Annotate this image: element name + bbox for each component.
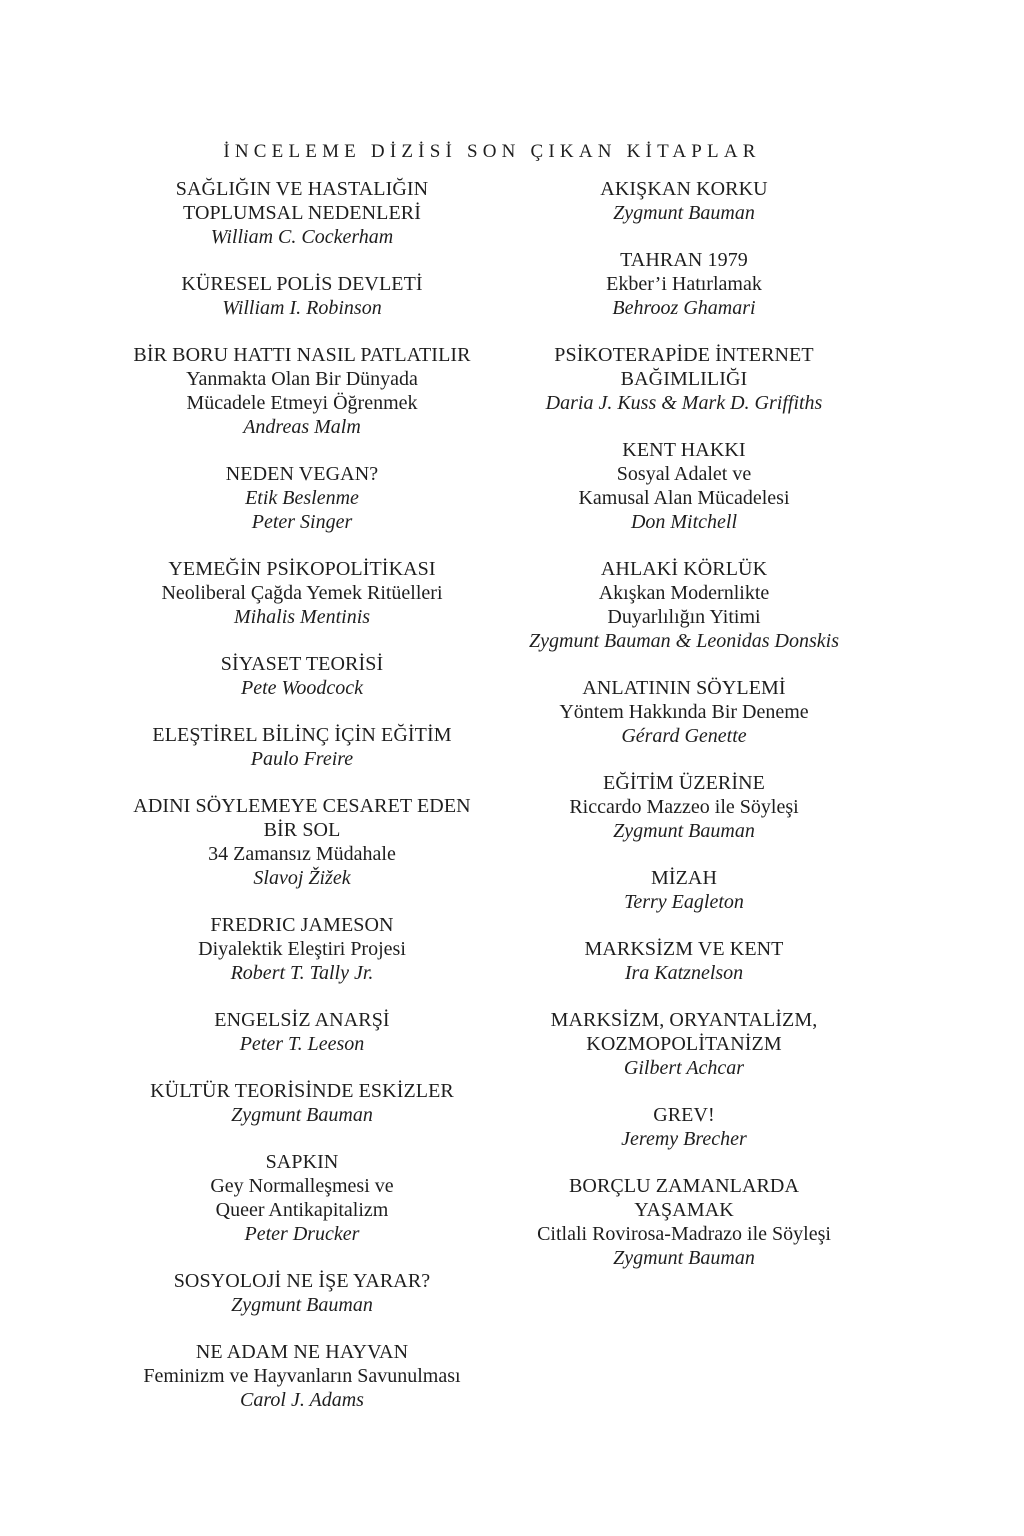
book-list-left-column xyxy=(112,177,492,1435)
book-subtitle: Yanmakta Olan Bir Dünyada xyxy=(186,368,418,390)
book-title: ANLATININ SÖYLEMİ xyxy=(582,677,786,699)
book-title: BAĞIMLILIĞI xyxy=(620,368,748,390)
book-entry xyxy=(112,652,492,700)
book-list-right-column xyxy=(494,177,874,1293)
book-author: Pete Woodcock xyxy=(241,677,363,699)
book-entry xyxy=(494,1103,874,1151)
book-entry xyxy=(494,1008,874,1080)
book-title: SAPKIN xyxy=(265,1151,339,1173)
book-title: TAHRAN 1979 xyxy=(620,249,748,271)
book-entry xyxy=(112,1340,492,1412)
book-entry xyxy=(112,723,492,771)
book-author: Jeremy Brecher xyxy=(621,1128,747,1150)
book-entry xyxy=(112,343,492,439)
book-entry xyxy=(112,1079,492,1127)
book-subtitle: Akışkan Modernlikte xyxy=(598,582,770,604)
book-author: Gérard Genette xyxy=(621,725,747,747)
book-author: Etik Beslenme xyxy=(245,487,359,509)
book-title: SOSYOLOJİ NE İŞE YARAR? xyxy=(173,1270,431,1292)
book-author: Zygmunt Bauman xyxy=(231,1104,373,1126)
book-entry xyxy=(112,1269,492,1317)
book-author: Ira Katznelson xyxy=(624,962,744,984)
book-title: MİZAH xyxy=(650,867,718,889)
book-title: PSİKOTERAPİDE İNTERNET xyxy=(554,344,814,366)
book-title: KÜRESEL POLİS DEVLETİ xyxy=(181,273,423,295)
book-subtitle: Riccardo Mazzeo ile Söyleşi xyxy=(569,796,799,818)
book-title: SİYASET TEORİSİ xyxy=(220,653,384,675)
book-title: MARKSİZM, ORYANTALİZM, xyxy=(550,1009,818,1031)
page-heading: İNCELEME DİZİSİ SON ÇIKAN KİTAPLAR xyxy=(223,141,761,162)
book-title: MARKSİZM VE KENT xyxy=(584,938,784,960)
book-author: Robert T. Tally Jr. xyxy=(230,962,374,984)
book-title: AHLAKİ KÖRLÜK xyxy=(600,558,768,580)
book-title: YAŞAMAK xyxy=(634,1199,734,1221)
book-author: Carol J. Adams xyxy=(240,1389,364,1411)
book-author: Andreas Malm xyxy=(243,416,361,438)
book-author: William C. Cockerham xyxy=(210,226,394,248)
book-entry xyxy=(494,937,874,985)
book-title: GREV! xyxy=(653,1104,715,1126)
book-author: Zygmunt Bauman xyxy=(231,1294,373,1316)
book-entry xyxy=(112,1008,492,1056)
book-entry xyxy=(494,177,874,225)
book-author: Zygmunt Bauman xyxy=(613,202,755,224)
book-entry xyxy=(494,771,874,843)
book-entry xyxy=(494,676,874,748)
book-subtitle: Sosyal Adalet ve xyxy=(616,463,752,485)
book-author: William I. Robinson xyxy=(222,297,382,319)
book-title: NE ADAM NE HAYVAN xyxy=(195,1341,409,1363)
book-subtitle: Queer Antikapitalizm xyxy=(215,1199,389,1221)
book-title: KOZMOPOLİTANİZM xyxy=(586,1033,782,1055)
book-subtitle: Neoliberal Çağda Yemek Ritüelleri xyxy=(161,582,443,604)
book-subtitle: Feminizm ve Hayvanların Savunulması xyxy=(143,1365,461,1387)
book-entry xyxy=(112,1150,492,1246)
book-author: Mihalis Mentinis xyxy=(233,606,371,628)
book-author: Slavoj Žižek xyxy=(253,867,351,889)
book-author: Behrooz Ghamari xyxy=(612,297,756,319)
book-subtitle: Mücadele Etmeyi Öğrenmek xyxy=(186,392,418,414)
book-author: Zygmunt Bauman & Leonidas Donskis xyxy=(529,630,839,652)
book-subtitle: Yöntem Hakkında Bir Deneme xyxy=(559,701,809,723)
book-title: FREDRIC JAMESON xyxy=(210,914,394,936)
book-subtitle: 34 Zamansız Müdahale xyxy=(208,843,396,865)
book-entry xyxy=(494,248,874,320)
book-entry xyxy=(494,438,874,534)
book-subtitle: Diyalektik Eleştiri Projesi xyxy=(198,938,406,960)
book-title: KENT HAKKI xyxy=(622,439,746,461)
book-author: Zygmunt Bauman xyxy=(613,820,755,842)
book-entry xyxy=(494,557,874,653)
book-entry xyxy=(112,462,492,534)
book-title: ELEŞTİREL BİLİNÇ İÇİN EĞİTİM xyxy=(152,724,452,746)
book-title: ENGELSİZ ANARŞİ xyxy=(214,1009,390,1031)
book-subtitle: Ekber’i Hatırlamak xyxy=(606,273,762,295)
book-author: Terry Eagleton xyxy=(624,891,744,913)
book-entry xyxy=(112,557,492,629)
book-title: SAĞLIĞIN VE HASTALIĞIN xyxy=(175,178,429,200)
book-author: Don Mitchell xyxy=(630,511,738,533)
book-entry xyxy=(112,177,492,249)
book-title: BİR BORU HATTI NASIL PATLATILIR xyxy=(133,344,471,366)
book-title: TOPLUMSAL NEDENLERİ xyxy=(182,202,421,224)
book-title: KÜLTÜR TEORİSİNDE ESKİZLER xyxy=(150,1080,454,1102)
book-author: Peter Drucker xyxy=(244,1223,360,1245)
book-entry xyxy=(494,1174,874,1270)
book-subtitle: Duyarlılığın Yitimi xyxy=(607,606,761,628)
book-title: EĞİTİM ÜZERİNE xyxy=(603,772,765,794)
book-author: Zygmunt Bauman xyxy=(613,1247,755,1269)
book-title: NEDEN VEGAN? xyxy=(225,463,379,485)
book-subtitle: Gey Normalleşmesi ve xyxy=(210,1175,394,1197)
book-author: Gilbert Achcar xyxy=(623,1057,745,1079)
book-author: Paulo Freire xyxy=(250,748,354,770)
book-title: BORÇLU ZAMANLARDA xyxy=(568,1175,800,1197)
book-entry xyxy=(112,794,492,890)
book-author: Peter Singer xyxy=(251,511,353,533)
book-entry xyxy=(112,272,492,320)
book-title: ADINI SÖYLEMEYE CESARET EDEN xyxy=(133,795,471,817)
book-entry xyxy=(494,343,874,415)
book-entry xyxy=(112,913,492,985)
book-entry xyxy=(494,866,874,914)
book-title: AKIŞKAN KORKU xyxy=(600,178,768,200)
book-subtitle: Kamusal Alan Mücadelesi xyxy=(578,487,790,509)
book-author: Peter T. Leeson xyxy=(239,1033,365,1055)
book-title: BİR SOL xyxy=(263,819,341,841)
book-title: YEMEĞİN PSİKOPOLİTİKASI xyxy=(168,558,436,580)
book-author: Daria J. Kuss & Mark D. Griffiths xyxy=(545,392,823,414)
book-subtitle: Citlali Rovirosa-Madrazo ile Söyleşi xyxy=(537,1223,831,1245)
